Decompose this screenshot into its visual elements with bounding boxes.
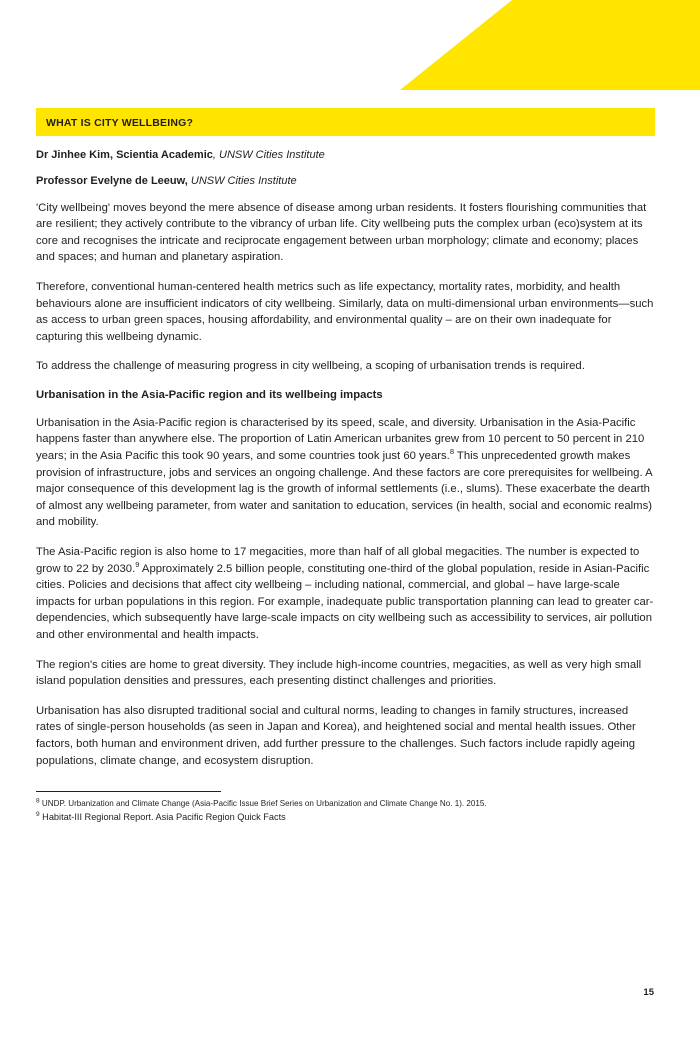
author-affiliation-1: , UNSW Cities Institute: [212, 149, 325, 161]
footnote-9-text: Habitat-III Regional Report. Asia Pacific Region Quick Facts: [39, 812, 286, 823]
footnote-8-text: UNDP. Urbanization and Climate Change (Asia-Pacific Issue Brief Series on Urbanization and Climate Change No. 1). 2015.: [39, 799, 487, 809]
paragraph-4: [36, 415, 654, 531]
paragraph-5: [36, 544, 654, 644]
paragraph-5-part-b: Approximately 2.5 billion people, constituting one-third of the global population, reside in Asian-Pacific cities. Policies and decisions that affect city wellbeing – including national, commercial, and global – have large-scale impacts for urban populations in this region. For example, inadequate public transportation planning can lead to greater car-dependencies, which subsequently have large-scale impacts on city wellbeing such as accessibility to services, air pollution and other environmental and health impacts.: [36, 562, 654, 641]
author-line-2: [36, 174, 654, 189]
subheading-urbanisation: Urbanisation in the Asia-Pacific region and its wellbeing impacts: [36, 389, 383, 402]
page-number: 15: [643, 987, 654, 998]
paragraph-3: To address the challenge of measuring progress in city wellbeing, a scoping of urbanisation trends is required.: [36, 360, 585, 373]
footnote-ref-9[interactable]: 9: [135, 559, 140, 569]
paragraph-4-part-a: Urbanisation in the Asia-Pacific region is characterised by its speed, scale, and diversity. Urbanisation in the Asia-Pacific happens faster than anywhere else. The proportion of Latin American urbanites grew from 10 percent to 50 percent in 210 years; in the Asia Pacific this took 90 years, and some countries took just 60 years.: [36, 416, 645, 463]
footnote-list: [36, 798, 654, 825]
footnote-separator: [36, 791, 221, 792]
section-banner-title: WHAT IS CITY WELLBEING?: [46, 117, 194, 129]
section-banner: [36, 108, 655, 136]
author-affiliation-2: UNSW Cities Institute: [187, 174, 297, 187]
footnote-8: [36, 798, 654, 810]
paragraph-1: 'City wellbeing' moves beyond the mere absence of disease among urban residents. It fosters flourishing communities that are resilient; they actively contribute to the vibrancy of urban life. City wellbeing puts the complex urban (eco)system at its core and recognises the intricate and reciprocate engagement between urban morphology; climate and economy; places and spaces; and human and planetary aspiration.: [36, 201, 647, 264]
author-line-1: [36, 148, 654, 163]
author-name-1: Dr Jinhee Kim, Scientia Academic: [36, 149, 213, 161]
paragraph-2: Therefore, conventional human-centered health metrics such as life expectancy, mortality rates, morbidity, and health behaviours alone are insufficient indicators of city wellbeing. Similarly, data on multi-dimensional urban environments—such as access to urban green spaces, housing affordability, and environmental quality – are on their own inadequate for capturing this wellbeing dynamic.: [36, 281, 654, 343]
footnote-9: [36, 811, 654, 825]
paragraph-5-part-a: The Asia-Pacific region is also home to 17 megacities, more than half of all global megacities. The number is expected to grow to 22 by 2030.: [36, 546, 640, 575]
paragraph-7: Urbanisation has also disrupted traditional social and cultural norms, leading to changes in family structures, increased rates of single-person households (as seen in Japan and Korea), and heightened social and mental health issues. Other factors, both human and environment driven, add further pressure to the challenges. Such factors include rapidly ageing populations, climate change, and ecosystem disruption.: [36, 704, 636, 767]
footnote-ref-8[interactable]: 8: [449, 447, 454, 457]
footnote-9-marker: 9: [36, 811, 40, 819]
author-name-2: Professor Evelyne de Leeuw,: [36, 174, 188, 187]
paragraph-4-part-b: This unprecedented growth makes provision of infrastructure, jobs and services an ongoing challenge. And these factors are core prerequisites for wellbeing. A major consequence of this development lag is the growth of informal settlements (i.e., slums). These exacerbate the dearth of almost any wellbeing parameter, from water and sanitation to education, services (in health, social and economic realms) and mobility.: [36, 450, 653, 529]
footnote-8-marker: 8: [36, 797, 40, 805]
paragraph-6: The region's cities are home to great diversity. They include high-income countries, megacities, as well as very high small island population densities and pressures, each presenting distinct challenges and priorities.: [36, 658, 642, 688]
